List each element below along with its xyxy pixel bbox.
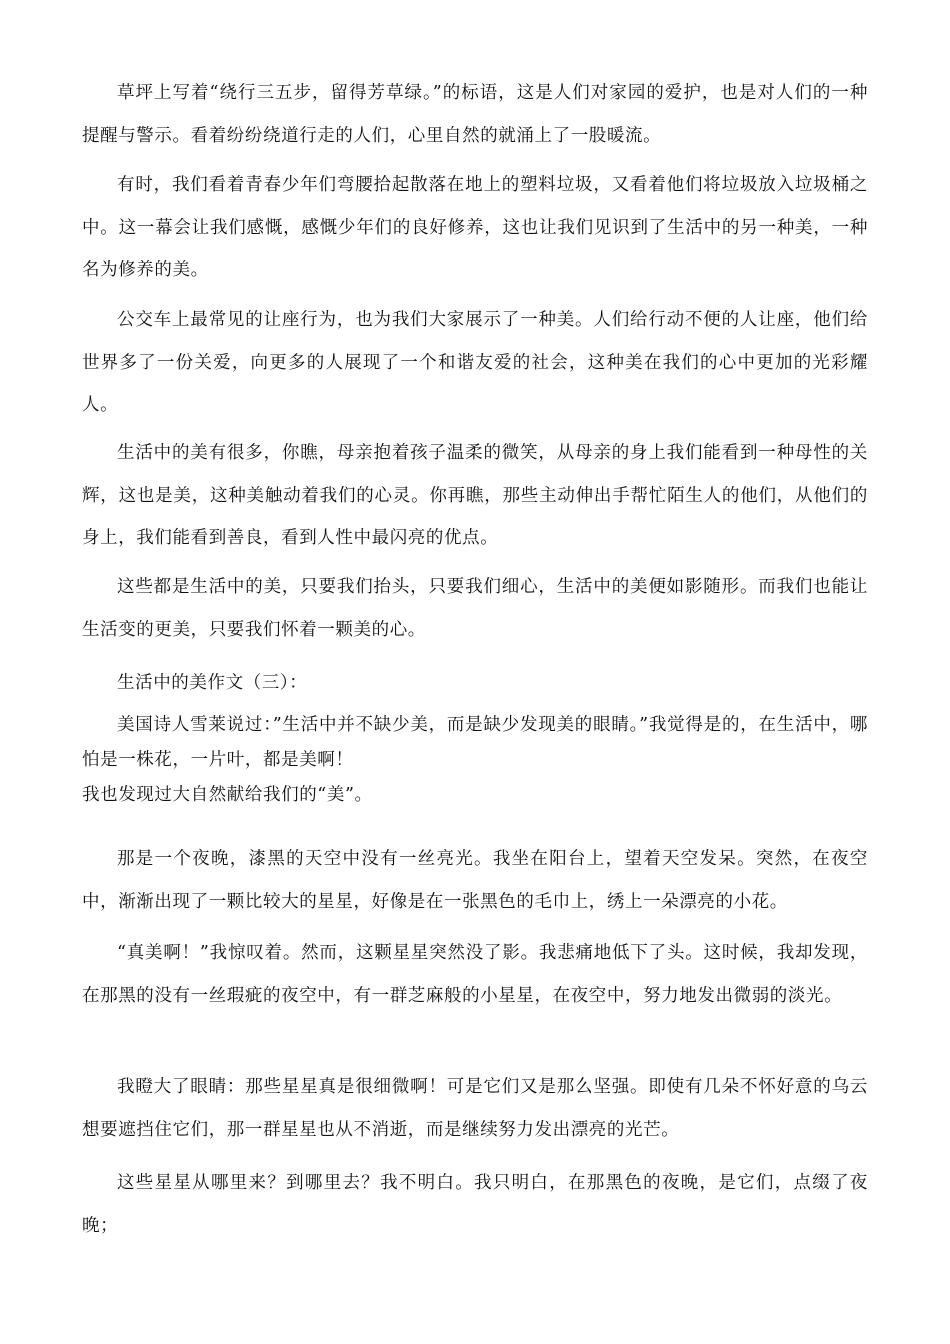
- paragraph-1: 草坪上写着“绕行三五步，留得芳草绿。”的标语，这是人们对家园的爱护，也是对人们的一种提醒与警示。看着纷纷绕道行走的人们，心里自然的就涌上了一股暖流。: [82, 83, 868, 146]
- paragraph-10: 我瞪大了眼睛：那些星星真是很细微啊！可是它们又是那么坚强。即使有几朵不怀好意的乌云想要遮挡住它们，那一群星星也从不消逝，而是继续努力发出漂亮的光芒。: [82, 1077, 868, 1140]
- paragraph-9: “真美啊！”我惊叹着。然而，这颗星星突然没了影。我悲痛地低下了头。这时候，我却发现，在那黑的没有一丝瑕疵的夜空中，有一群芝麻般的小星星，在夜空中，努力地发出微弱的淡光。: [82, 943, 868, 1006]
- paragraph-5: 这些都是生活中的美，只要我们抬头，只要我们细心，生活中的美便如影随形。而我们也能让生活变的更美，只要我们怀着一颗美的心。: [82, 577, 868, 640]
- paragraph-4: 生活中的美有很多，你瞧，母亲抱着孩子温柔的微笑，从母亲的身上我们能看到一种母性的关辉，这也是美，这种美触动着我们的心灵。你再瞧，那些主动伸出手帮忙陌生人的他们，从他们的身上，我们能看到善良，看到人性中最闪亮的优点。: [82, 443, 868, 548]
- paragraph-8: 那是一个夜晚，漆黑的天空中没有一丝亮光。我坐在阳台上，望着天空发呆。突然，在夜空中，渐渐出现了一颗比较大的星星，好像是在一张黑色的毛巾上，绣上一朵漂亮的小花。: [82, 849, 868, 912]
- paragraph-6: 美国诗人雪莱说过：”生活中并不缺少美，而是缺少发现美的眼睛。”我觉得是的，在生活中，哪怕是一株花，一片叶，都是美啊！: [82, 715, 868, 770]
- paragraph-2: 有时，我们看着青春少年们弯腰拾起散落在地上的塑料垃圾，又看着他们将垃圾放入垃圾桶之中。这一幕会让我们感慨，感慨少年们的良好修养，这也让我们见识到了生活中的另一种美，一种名为修养的美。: [82, 175, 868, 280]
- paragraph-3: 公交车上最常见的让座行为，也为我们大家展示了一种美。人们给行动不便的人让座，他们给世界多了一份关爱，向更多的人展现了一个和谐友爱的社会，这种美在我们的心中更加的光彩耀人。: [82, 310, 868, 415]
- paragraph-7: 我也发现过大自然献给我们的“美”。: [82, 785, 373, 805]
- section-heading: 生活中的美作文（三）：: [117, 673, 308, 693]
- paragraph-11: 这些星星从哪里来？到哪里去？我不明白。我只明白，在那黑色的夜晚，是它们，点缀了夜晚；: [82, 1173, 868, 1236]
